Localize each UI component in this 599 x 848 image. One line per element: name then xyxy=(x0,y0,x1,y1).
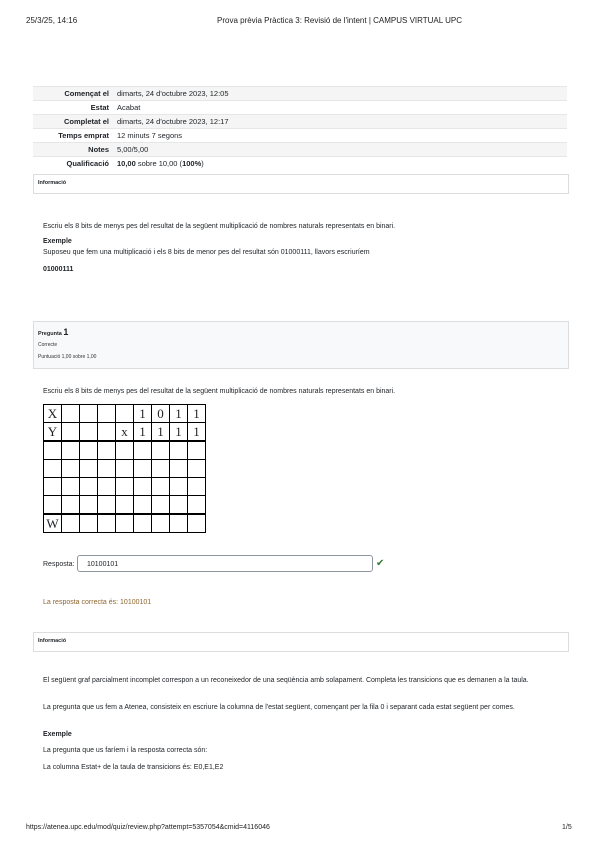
summary-label: Notes xyxy=(33,143,113,157)
grid-cell xyxy=(98,514,116,533)
summary-value: 12 minuts 7 segons xyxy=(113,129,567,143)
grid-cell: 1 xyxy=(152,423,170,442)
summary-label: Qualificació xyxy=(33,157,113,171)
summary-value: dimarts, 24 d'octubre 2023, 12:05 xyxy=(113,87,567,101)
grid-cell xyxy=(116,405,134,423)
summary-row-marks xyxy=(33,143,567,157)
grade-percent: 100% xyxy=(182,159,202,168)
grid-cell xyxy=(134,514,152,533)
grid-cell xyxy=(188,460,206,478)
summary-row-completed xyxy=(33,115,567,129)
attempt-summary-table xyxy=(33,86,567,170)
grid-cell xyxy=(98,423,116,442)
info2-para1: El següent graf parcialment incomplet correspon a un reconeixedor de una seqüència amb solapament. Completa les transicions que es demanen a la taula. xyxy=(43,677,529,684)
answer-input[interactable]: 10100101 xyxy=(77,555,373,572)
grid-cell xyxy=(80,441,98,460)
grid-cell: 1 xyxy=(134,423,152,442)
grid-cell xyxy=(44,460,62,478)
grid-cell xyxy=(152,496,170,515)
question1-text: Escriu els 8 bits de menys pes del resultat de la següent multiplicació de nombres naturals representats en binari. xyxy=(43,388,396,395)
info-box-2 xyxy=(33,632,569,652)
grid-cell xyxy=(134,496,152,515)
grid-cell xyxy=(170,478,188,496)
print-page-number: 1/5 xyxy=(562,824,572,831)
question-info-box xyxy=(33,321,569,369)
grid-cell: 1 xyxy=(170,423,188,442)
grid-cell xyxy=(62,496,80,515)
grid-row xyxy=(44,478,206,496)
grid-cell xyxy=(62,514,80,533)
grid-cell xyxy=(80,460,98,478)
grid-cell xyxy=(152,514,170,533)
grid-cell xyxy=(80,514,98,533)
grid-cell xyxy=(170,460,188,478)
summary-value xyxy=(113,157,567,171)
info-title: Informació xyxy=(38,180,67,186)
grid-cell xyxy=(62,441,80,460)
grid-cell xyxy=(98,405,116,423)
info1-example-text: Suposeu que fem una multiplicació i els 8 bits de menor pes del resultat són 01000111, llavors escriuríem xyxy=(43,249,370,256)
grid-row xyxy=(44,423,206,442)
summary-row-grade xyxy=(33,157,567,171)
correct-answer-feedback: La resposta correcta és: 10100101 xyxy=(43,599,152,606)
grid-cell xyxy=(188,514,206,533)
grid-cell xyxy=(98,441,116,460)
grid-cell xyxy=(188,478,206,496)
grid-cell xyxy=(152,478,170,496)
grid-cell xyxy=(62,460,80,478)
question-number: 1 xyxy=(63,327,69,337)
grade-text: sobre 10,00 ( xyxy=(135,159,183,168)
info2-para2: La pregunta que us fem a Atenea, consisteix en escriure la columna de l'estat següent, començant per la fila 0 i separant cada estat següent per comes. xyxy=(43,704,515,711)
answer-label: Resposta: xyxy=(43,561,75,568)
info2-example-heading: Exemple xyxy=(43,731,72,738)
print-url: https://atenea.upc.edu/mod/quiz/review.php?attempt=5357054&cmid=4116046 xyxy=(26,824,270,831)
correct-check-icon: ✔ xyxy=(376,558,385,569)
summary-row-state xyxy=(33,101,567,115)
summary-label: Temps emprat xyxy=(33,129,113,143)
grid-cell: X xyxy=(44,405,62,423)
info1-example-heading: Exemple xyxy=(43,238,72,245)
grid-cell xyxy=(116,496,134,515)
summary-value: 5,00/5,00 xyxy=(113,143,567,157)
grid-cell xyxy=(62,478,80,496)
grid-cell xyxy=(188,441,206,460)
question-mark: Puntuació 1,00 sobre 1,00 xyxy=(38,354,97,360)
grid-cell xyxy=(152,441,170,460)
grid-row xyxy=(44,405,206,423)
grid-cell: 0 xyxy=(152,405,170,423)
grid-cell xyxy=(98,478,116,496)
grade-value: 10,00 xyxy=(117,159,136,168)
print-page-title: Prova prèvia Pràctica 3: Revisió de l'intent | CAMPUS VIRTUAL UPC xyxy=(217,16,463,25)
summary-value: Acabat xyxy=(113,101,567,115)
grid-cell xyxy=(44,496,62,515)
grid-cell xyxy=(152,460,170,478)
grid-cell xyxy=(44,441,62,460)
summary-label: Estat xyxy=(33,101,113,115)
grid-row xyxy=(44,441,206,460)
grid-cell xyxy=(80,423,98,442)
print-datetime: 25/3/25, 14:16 xyxy=(26,16,78,25)
grid-row xyxy=(44,496,206,515)
info1-text: Escriu els 8 bits de menys pes del resultat de la següent multiplicació de nombres naturals representats en binari. xyxy=(43,223,396,230)
grid-cell xyxy=(98,460,116,478)
question-state: Correcte xyxy=(38,342,58,348)
summary-row-started xyxy=(33,87,567,101)
grid-cell: 1 xyxy=(170,405,188,423)
summary-label: Començat el xyxy=(33,87,113,101)
info1-example-value: 01000111 xyxy=(43,266,74,273)
grid-cell xyxy=(170,496,188,515)
grid-cell xyxy=(170,441,188,460)
grid-cell: x xyxy=(116,423,134,442)
grid-cell xyxy=(62,405,80,423)
grid-cell: W xyxy=(44,514,62,533)
question-title xyxy=(38,327,68,337)
grid-cell xyxy=(116,460,134,478)
info-box-1 xyxy=(33,174,569,194)
grid-cell xyxy=(80,405,98,423)
grid-cell xyxy=(80,496,98,515)
info2-example-text1: La pregunta que us faríem i la resposta correcta són: xyxy=(43,747,208,754)
grid-cell xyxy=(134,478,152,496)
grid-cell xyxy=(62,423,80,442)
grid-cell xyxy=(116,478,134,496)
grid-cell xyxy=(80,478,98,496)
summary-label: Completat el xyxy=(33,115,113,129)
grid-cell: 1 xyxy=(188,423,206,442)
info-title: Informació xyxy=(38,638,67,644)
grid-cell xyxy=(170,514,188,533)
grid-cell: 1 xyxy=(134,405,152,423)
summary-value: dimarts, 24 d'octubre 2023, 12:17 xyxy=(113,115,567,129)
multiplication-grid xyxy=(43,404,206,533)
grid-cell: Y xyxy=(44,423,62,442)
grid-row xyxy=(44,514,206,533)
info2-example-text2: La columna Estat+ de la taula de transicions és: E0,E1,E2 xyxy=(43,764,224,771)
grid-cell xyxy=(134,441,152,460)
grid-cell xyxy=(188,496,206,515)
grid-cell xyxy=(116,514,134,533)
grid-cell: 1 xyxy=(188,405,206,423)
grid-cell xyxy=(134,460,152,478)
grid-cell xyxy=(44,478,62,496)
grid-row xyxy=(44,460,206,478)
grid-cell xyxy=(98,496,116,515)
grid-cell xyxy=(116,441,134,460)
grade-text-end: ) xyxy=(201,159,204,168)
summary-row-time xyxy=(33,129,567,143)
question-label: Pregunta xyxy=(38,331,62,337)
